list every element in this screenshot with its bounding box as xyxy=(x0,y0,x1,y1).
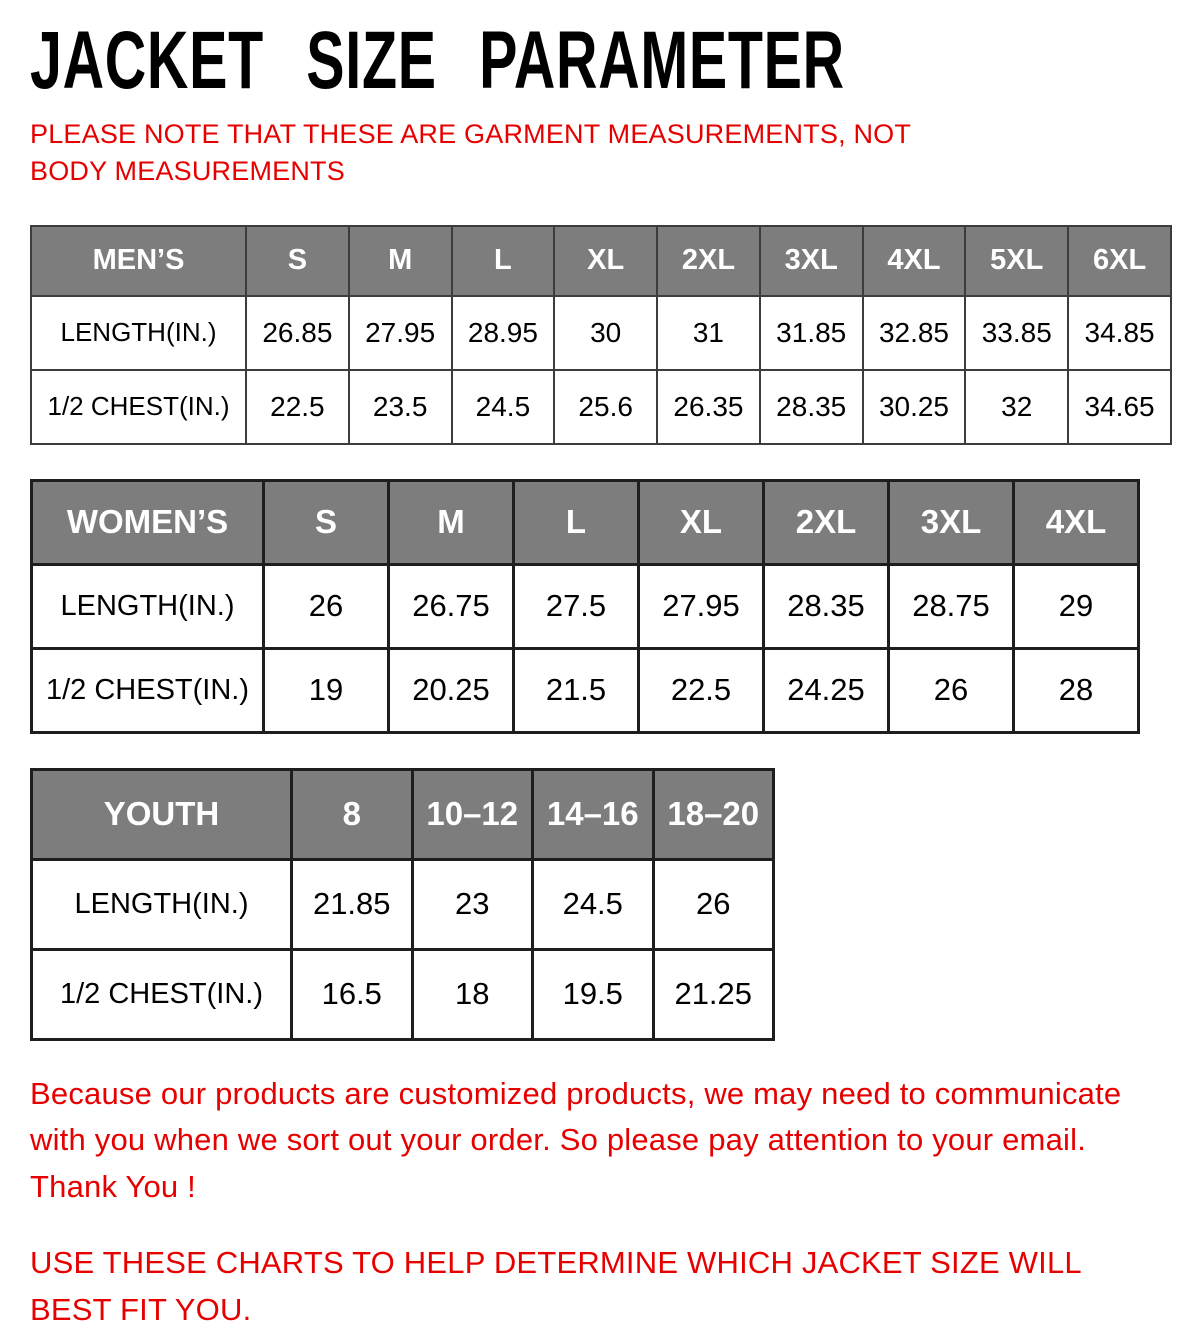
womens-size-header: S xyxy=(264,480,389,564)
womens-value-cell: 28.75 xyxy=(889,564,1014,648)
womens-value-cell: 27.95 xyxy=(639,564,764,648)
mens-size-header: M xyxy=(349,226,452,296)
mens-size-table xyxy=(30,225,1172,445)
youth-header-row xyxy=(32,769,774,859)
mens-value-cell: 31.85 xyxy=(760,296,863,370)
youth-value-cell: 26 xyxy=(653,859,774,949)
mens-table-title: MEN’S xyxy=(31,226,246,296)
womens-value-cell: 26.75 xyxy=(389,564,514,648)
youth-size-header: 14–16 xyxy=(533,769,654,859)
womens-value-cell: 26 xyxy=(889,648,1014,732)
youth-table-row xyxy=(32,859,774,949)
womens-row-label: 1/2 CHEST(IN.) xyxy=(32,648,264,732)
womens-size-header: L xyxy=(514,480,639,564)
mens-value-cell: 28.95 xyxy=(452,296,555,370)
youth-size-header: 8 xyxy=(292,769,413,859)
mens-row-label: 1/2 CHEST(IN.) xyxy=(31,370,246,444)
womens-row-label: LENGTH(IN.) xyxy=(32,564,264,648)
mens-value-cell: 26.85 xyxy=(246,296,349,370)
mens-value-cell: 34.65 xyxy=(1068,370,1171,444)
youth-size-header: 18–20 xyxy=(653,769,774,859)
mens-size-header: 5XL xyxy=(965,226,1068,296)
mens-value-cell: 32 xyxy=(965,370,1068,444)
youth-value-cell: 23 xyxy=(412,859,533,949)
youth-size-table xyxy=(30,768,775,1041)
mens-size-header: L xyxy=(452,226,555,296)
womens-value-cell: 26 xyxy=(264,564,389,648)
garment-measurement-note: PLEASE NOTE THAT THESE ARE GARMENT MEASUREMENTS, NOT BODY MEASUREMENTS xyxy=(30,116,945,191)
mens-header-row xyxy=(31,226,1171,296)
mens-value-cell: 26.35 xyxy=(657,370,760,444)
womens-value-cell: 21.5 xyxy=(514,648,639,732)
womens-value-cell: 19 xyxy=(264,648,389,732)
youth-value-cell: 21.25 xyxy=(653,949,774,1039)
mens-value-cell: 33.85 xyxy=(965,296,1068,370)
womens-size-header: XL xyxy=(639,480,764,564)
mens-value-cell: 34.85 xyxy=(1068,296,1171,370)
womens-size-header: 4XL xyxy=(1014,480,1139,564)
mens-value-cell: 32.85 xyxy=(863,296,966,370)
youth-row-label: LENGTH(IN.) xyxy=(32,859,292,949)
youth-value-cell: 19.5 xyxy=(533,949,654,1039)
youth-value-cell: 21.85 xyxy=(292,859,413,949)
womens-value-cell: 22.5 xyxy=(639,648,764,732)
mens-size-header: 2XL xyxy=(657,226,760,296)
womens-value-cell: 28 xyxy=(1014,648,1139,732)
mens-size-header: 3XL xyxy=(760,226,863,296)
mens-value-cell: 25.6 xyxy=(554,370,657,444)
mens-size-header: S xyxy=(246,226,349,296)
mens-value-cell: 28.35 xyxy=(760,370,863,444)
womens-size-header: 3XL xyxy=(889,480,1014,564)
womens-value-cell: 24.25 xyxy=(764,648,889,732)
womens-size-header: 2XL xyxy=(764,480,889,564)
mens-size-header: XL xyxy=(554,226,657,296)
mens-size-header: 4XL xyxy=(863,226,966,296)
womens-value-cell: 27.5 xyxy=(514,564,639,648)
mens-value-cell: 23.5 xyxy=(349,370,452,444)
mens-table-row xyxy=(31,296,1171,370)
mens-value-cell: 31 xyxy=(657,296,760,370)
womens-value-cell: 20.25 xyxy=(389,648,514,732)
mens-table-row xyxy=(31,370,1171,444)
womens-table-title: WOMEN’S xyxy=(32,480,264,564)
youth-table-title: YOUTH xyxy=(32,769,292,859)
youth-table-row xyxy=(32,949,774,1039)
mens-value-cell: 22.5 xyxy=(246,370,349,444)
mens-value-cell: 24.5 xyxy=(452,370,555,444)
custom-order-note: Because our products are customized products, we may need to communicate with you when we sort out your order. So please pay attention to your email. Thank You ! xyxy=(30,1071,1148,1211)
youth-value-cell: 18 xyxy=(412,949,533,1039)
mens-value-cell: 30.25 xyxy=(863,370,966,444)
womens-value-cell: 28.35 xyxy=(764,564,889,648)
page-title: JACKET SIZE PARAMETER xyxy=(30,20,849,102)
youth-row-label: 1/2 CHEST(IN.) xyxy=(32,949,292,1039)
womens-table-row xyxy=(32,564,1139,648)
womens-table-row xyxy=(32,648,1139,732)
youth-size-header: 10–12 xyxy=(412,769,533,859)
womens-size-header: M xyxy=(389,480,514,564)
mens-row-label: LENGTH(IN.) xyxy=(31,296,246,370)
womens-header-row xyxy=(32,480,1139,564)
mens-value-cell: 30 xyxy=(554,296,657,370)
youth-value-cell: 16.5 xyxy=(292,949,413,1039)
womens-size-table xyxy=(30,479,1140,734)
mens-value-cell: 27.95 xyxy=(349,296,452,370)
footer-notes xyxy=(30,1071,1148,1333)
womens-value-cell: 29 xyxy=(1014,564,1139,648)
mens-size-header: 6XL xyxy=(1068,226,1171,296)
chart-usage-note: USE THESE CHARTS TO HELP DETERMINE WHICH JACKET SIZE WILL BEST FIT YOU. xyxy=(30,1240,1148,1333)
youth-value-cell: 24.5 xyxy=(533,859,654,949)
